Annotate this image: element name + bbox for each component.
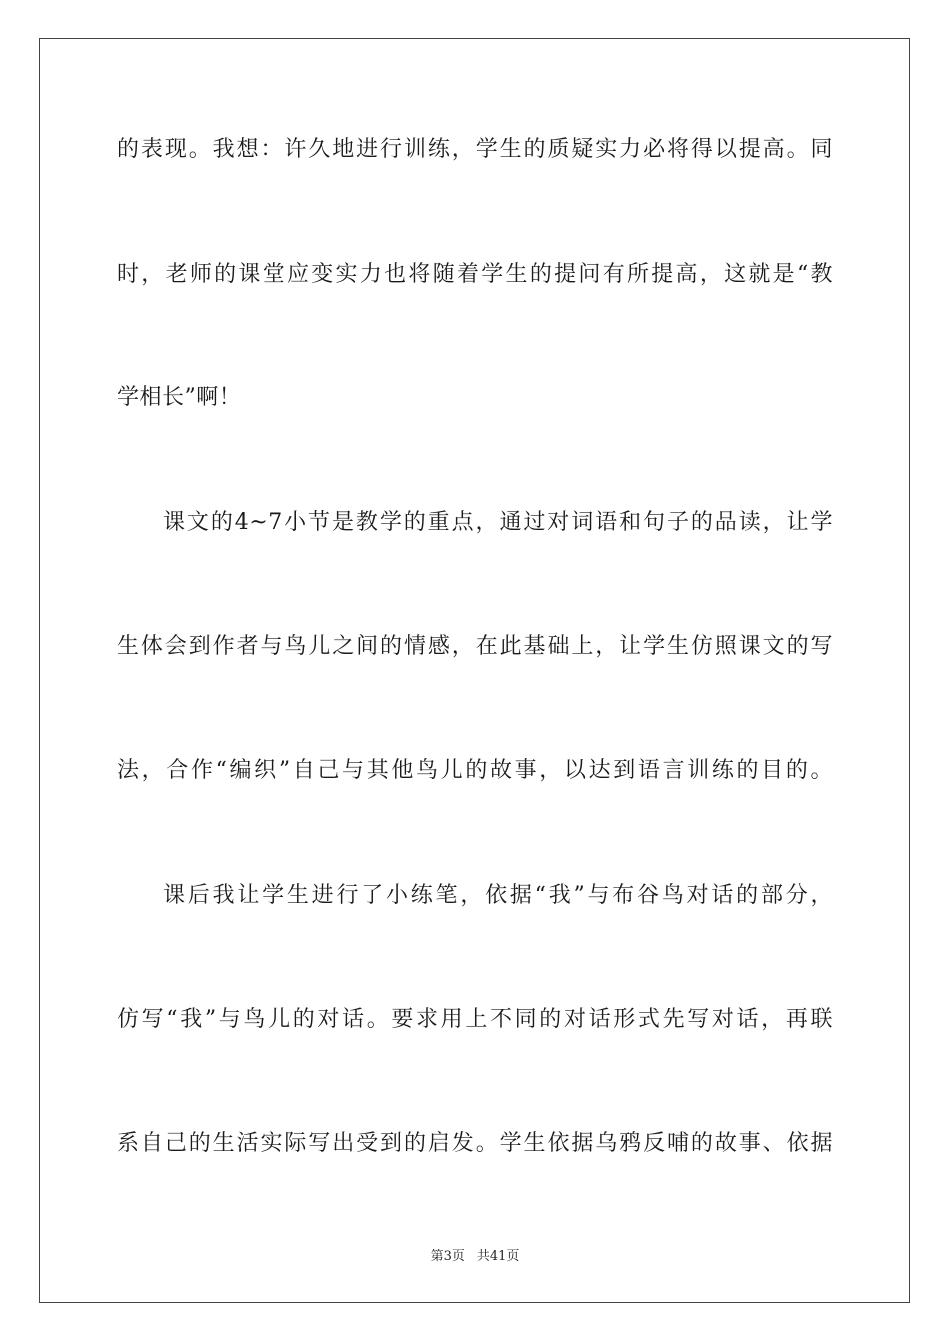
- page-number: 第3页: [430, 1249, 465, 1264]
- body-line-2: 时，老师的课堂应变实力也将随着学生的提问有所提高，这就是“教: [117, 262, 833, 287]
- body-line-8: 仿写“我”与鸟儿的对话。要求用上不同的对话形式先写对话，再联: [117, 1007, 833, 1032]
- body-line-3: 学相长”啊！: [117, 385, 242, 410]
- page-border: [39, 38, 910, 1303]
- body-line-7: 课后我让学生进行了小练笔，依据“我”与布谷鸟对话的部分，: [163, 883, 833, 908]
- page-footer: [0, 1248, 950, 1266]
- body-line-1: 的表现。我想：许久地进行训练，学生的质疑实力必将得以提高。同: [117, 137, 833, 162]
- body-line-6: 法，合作“编织”自己与其他鸟儿的故事，以达到语言训练的目的。: [117, 758, 833, 783]
- page-total: 共41页: [476, 1249, 520, 1264]
- body-line-5: 生体会到作者与鸟儿之间的情感，在此基础上，让学生仿照课文的写: [117, 634, 833, 659]
- body-line-9: 系自己的生活实际写出受到的启发。学生依据乌鸦反哺的故事、依据: [117, 1131, 833, 1156]
- body-line-4: 课文的4~7小节是教学的重点，通过对词语和句子的品读，让学: [163, 510, 833, 535]
